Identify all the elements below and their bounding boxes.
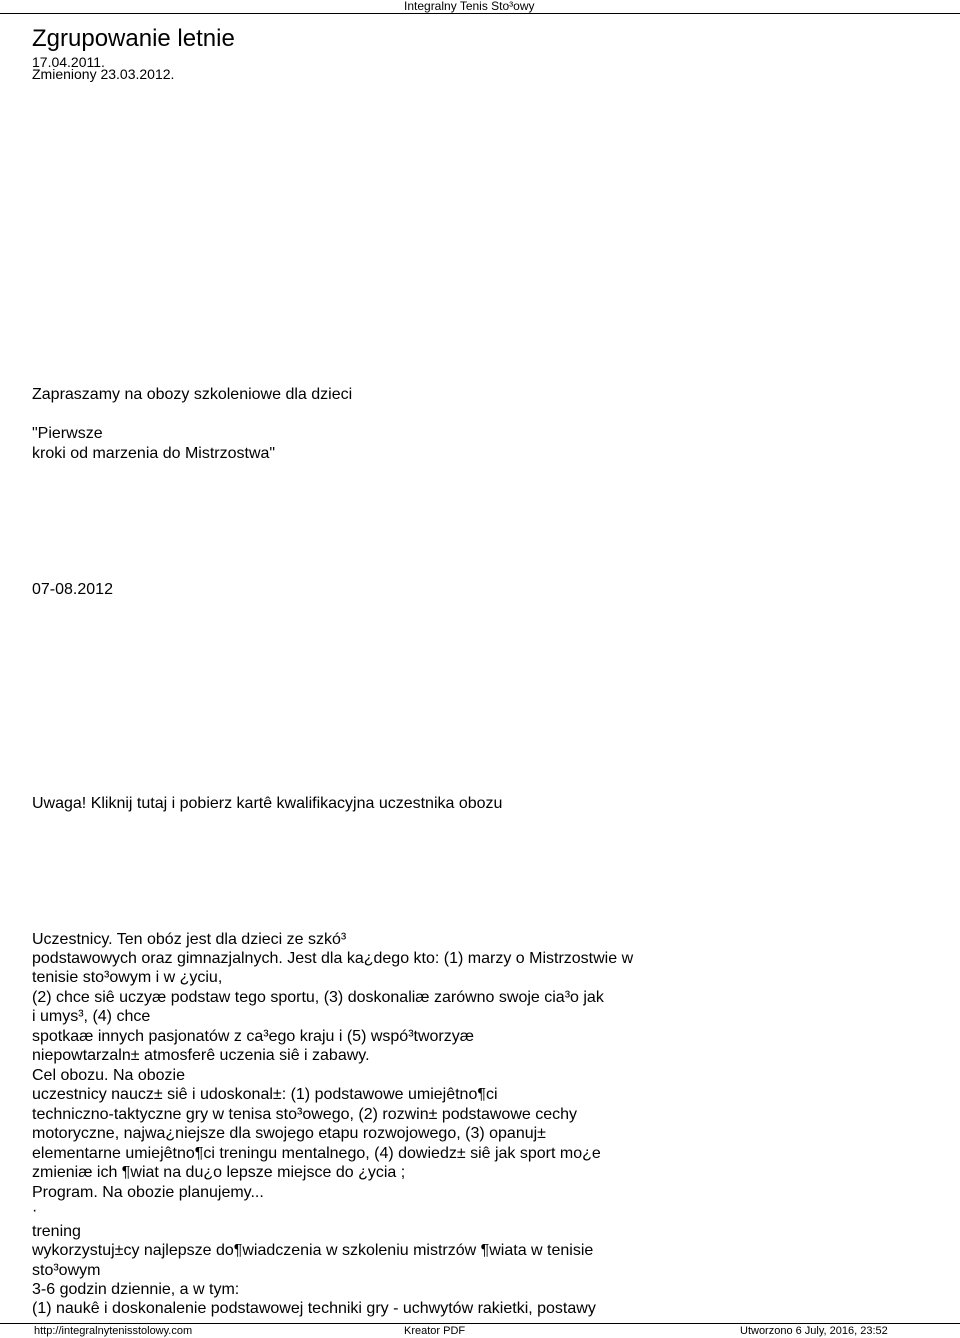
body-line: spotkaæ innych pasjonatów z ca³ego kraju i (5) wspó³tworzyæ bbox=[32, 1028, 474, 1045]
body-line: i umys³, (4) chce bbox=[32, 1008, 151, 1025]
body-line: zmieniæ ich ¶wiat na du¿o lepsze miejsce do ¿ycia ; bbox=[32, 1164, 406, 1181]
body-line: wykorzystuj±cy najlepsze do¶wiadczenia w szkoleniu mistrzów ¶wiata w tenisie bbox=[32, 1242, 594, 1259]
body-line: (1) naukê i doskonalenie podstawowej techniki gry - uchwytów rakietki, postawy bbox=[32, 1300, 596, 1317]
body-line: trening bbox=[32, 1223, 81, 1240]
body-line: sto³owym bbox=[32, 1262, 101, 1279]
article-title: Zgrupowanie letnie bbox=[32, 25, 235, 52]
body-line: Cel obozu. Na obozie bbox=[32, 1067, 185, 1084]
slogan-line-2: kroki od marzenia do Mistrzostwa" bbox=[32, 445, 276, 462]
footer-created: Utworzono 6 July, 2016, 23:52 bbox=[740, 1325, 888, 1337]
camp-date: 07-08.2012 bbox=[32, 581, 113, 598]
body-line: podstawowych oraz gimnazjalnych. Jest dla ka¿dego kto: (1) marzy o Mistrzostwie w bbox=[32, 950, 634, 967]
body-line: Program. Na obozie planujemy... bbox=[32, 1184, 264, 1201]
footer-generator: Kreator PDF bbox=[404, 1325, 466, 1337]
body-line: motoryczne, najwa¿niejsze dla swojego etapu rozwojowego, (3) opanuj± bbox=[32, 1125, 546, 1142]
footer-url[interactable]: http://integralnytenisstolowy.com bbox=[34, 1325, 193, 1337]
body-line: (2) chce siê uczyæ podstaw tego sportu, (3) doskonaliæ zarówno swoje cia³o jak bbox=[32, 989, 604, 1006]
body-line: niepowtarzaln± atmosferê uczenia siê i zabawy. bbox=[32, 1047, 370, 1064]
header-divider bbox=[0, 13, 960, 14]
body-line: tenisie sto³owym i w ¿yciu, bbox=[32, 969, 223, 986]
body-line: techniczno-taktyczne gry w tenisa sto³owego, (2) rozwin± podstawowe cechy bbox=[32, 1106, 578, 1123]
date-modified: Zmieniony 23.03.2012. bbox=[32, 66, 175, 82]
date-created: 17.04.2011. bbox=[32, 54, 105, 70]
body-line: 3-6 godzin dziennie, a w tym: bbox=[32, 1281, 240, 1298]
qualification-card-link[interactable]: Uwaga! Kliknij tutaj i pobierz kartê kwalifikacyjna uczestnika obozu bbox=[32, 795, 503, 812]
intro-text: Zapraszamy na obozy szkoleniowe dla dzieci bbox=[32, 386, 353, 403]
bullet-marker: · bbox=[32, 1202, 38, 1219]
site-title: Integralny Tenis Sto³owy bbox=[404, 0, 535, 13]
body-line: elementarne umiejêtno¶ci treningu mentalnego, (4) dowiedz± siê jak sport mo¿e bbox=[32, 1145, 601, 1162]
body-line: uczestnicy naucz± siê i udoskonal±: (1) podstawowe umiejêtno¶ci bbox=[32, 1086, 498, 1103]
body-line: Uczestnicy. Ten obóz jest dla dzieci ze szkó³ bbox=[32, 931, 347, 948]
slogan-line-1: "Pierwsze bbox=[32, 425, 103, 442]
